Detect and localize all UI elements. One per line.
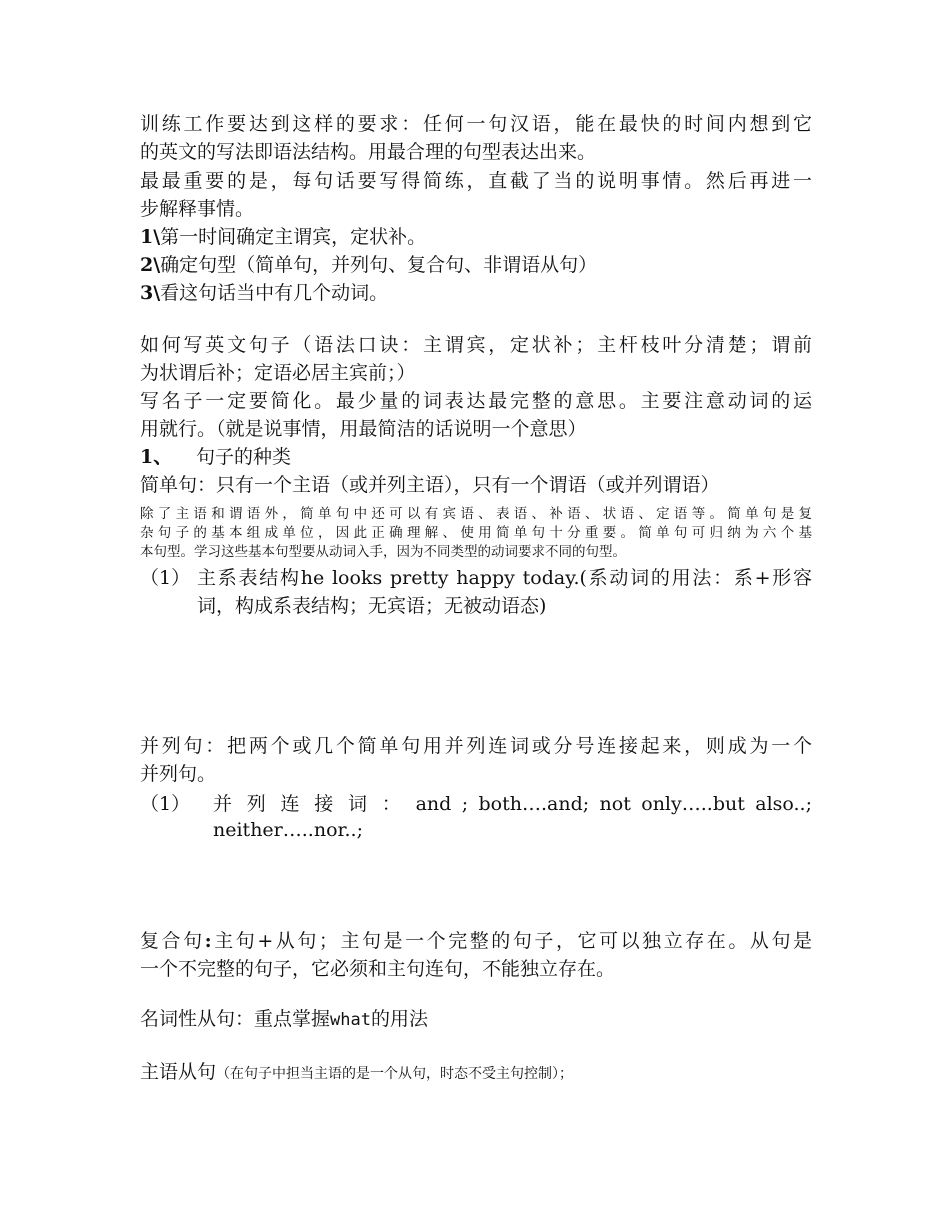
conjunction-text-cont: neither…..nor..; — [213, 819, 363, 841]
step-text: 看这句话当中有几个动词。 — [160, 282, 389, 304]
howto-line-3: 写名子一定要简化。最少量的词表达最完整的意思。主要注意动词的运 — [140, 390, 812, 412]
section-number: 1、 — [140, 446, 173, 468]
section-title: 句子的种类 — [196, 446, 292, 468]
conjunction-text: 并 列 连 接 词 ： and ; both….and; not only…..but also..; — [213, 793, 812, 815]
howto-line-2: 为状谓后补；定语必居主宾前；） — [140, 362, 416, 384]
subject-clause-note: （在句子中担当主语的是一个从句，时态不受主句控制）； — [216, 1066, 574, 1082]
subject-clause-label: 主语从句 — [140, 1061, 217, 1083]
howto-line-4: 用就行。（就是说事情，用最简洁的话说明一个意思） — [140, 418, 587, 440]
intro-line-3: 最最重要的是，每句话要写得简练，直截了当的说明事情。然后再进一 — [140, 170, 812, 192]
step-text: 第一时间确定主谓宾，定状补。 — [160, 226, 427, 248]
section-heading — [140, 443, 812, 471]
step-number: 3\ — [140, 282, 161, 304]
intro-line-2: 的英文的写法即语法结构。用最合理的句型表达出来。 — [140, 141, 597, 163]
step-3 — [140, 279, 812, 307]
intro-line-1: 训练工作要达到这样的要求：任何一句汉语，能在最快的时间内想到它 — [140, 113, 812, 135]
conjunction-item-1 — [140, 790, 812, 846]
step-number: 2\ — [140, 254, 161, 276]
howto-line-1: 如何写英文句子（语法口诀：主谓宾，定状补；主杆枝叶分清楚；谓前 — [140, 334, 812, 356]
noun-clause-post: 的用法 — [370, 1008, 428, 1030]
noun-clause-line — [140, 1005, 812, 1034]
step-1 — [140, 223, 812, 251]
simple-heading: 简单句：只有一个主语（或并列主语），只有一个谓语（或并列谓语） — [140, 474, 720, 496]
complex-text: 主句+从句；主句是一个完整的句子，它可以独立存在。从句是 — [211, 930, 812, 952]
simple-desc-1: 除了主语和谓语外，简单句中还可以有宾语、表语、补语、状语、定语等。简单句是复 — [140, 506, 812, 522]
step-text: 确定句型（简单句，并列句、复合句、非谓语从句） — [160, 254, 598, 276]
intro-line-4: 步解释事情。 — [140, 198, 255, 220]
simple-desc-2: 杂句子的基本组成单位，因此正确理解、使用简单句十分重要。简单句可归纳为六个基 — [140, 525, 812, 541]
pattern-item-1 — [140, 564, 812, 620]
pattern-text: 主系表结构he looks pretty happy today.(系动词的用法：系+形容 — [197, 567, 812, 589]
complex-line-1 — [140, 927, 812, 955]
simple-desc-3: 本句型。学习这些基本句型要从动词入手，因为不同类型的动词要求不同的句型。 — [140, 544, 626, 560]
subject-clause-line — [140, 1058, 812, 1088]
pattern-text-cont: 词，构成系表结构；无宾语；无被动语态) — [197, 595, 547, 617]
compound-line-2: 并列句。 — [140, 763, 217, 785]
conjunction-number: （1） — [140, 793, 191, 815]
complex-line-2: 一个不完整的句子，它必须和主句连句，不能独立存在。 — [140, 958, 616, 980]
complex-colon: : — [204, 930, 212, 952]
noun-clause-code: what — [330, 1010, 371, 1030]
compound-line-1: 并列句：把两个或几个简单句用并列连词或分号连接起来，则成为一个 — [140, 735, 812, 757]
step-2 — [140, 251, 812, 279]
noun-clause-pre: 名词性从句：重点掌握 — [140, 1008, 331, 1030]
complex-label: 复合句 — [140, 930, 205, 952]
step-number: 1\ — [140, 226, 161, 248]
pattern-number: （1） — [140, 567, 191, 589]
